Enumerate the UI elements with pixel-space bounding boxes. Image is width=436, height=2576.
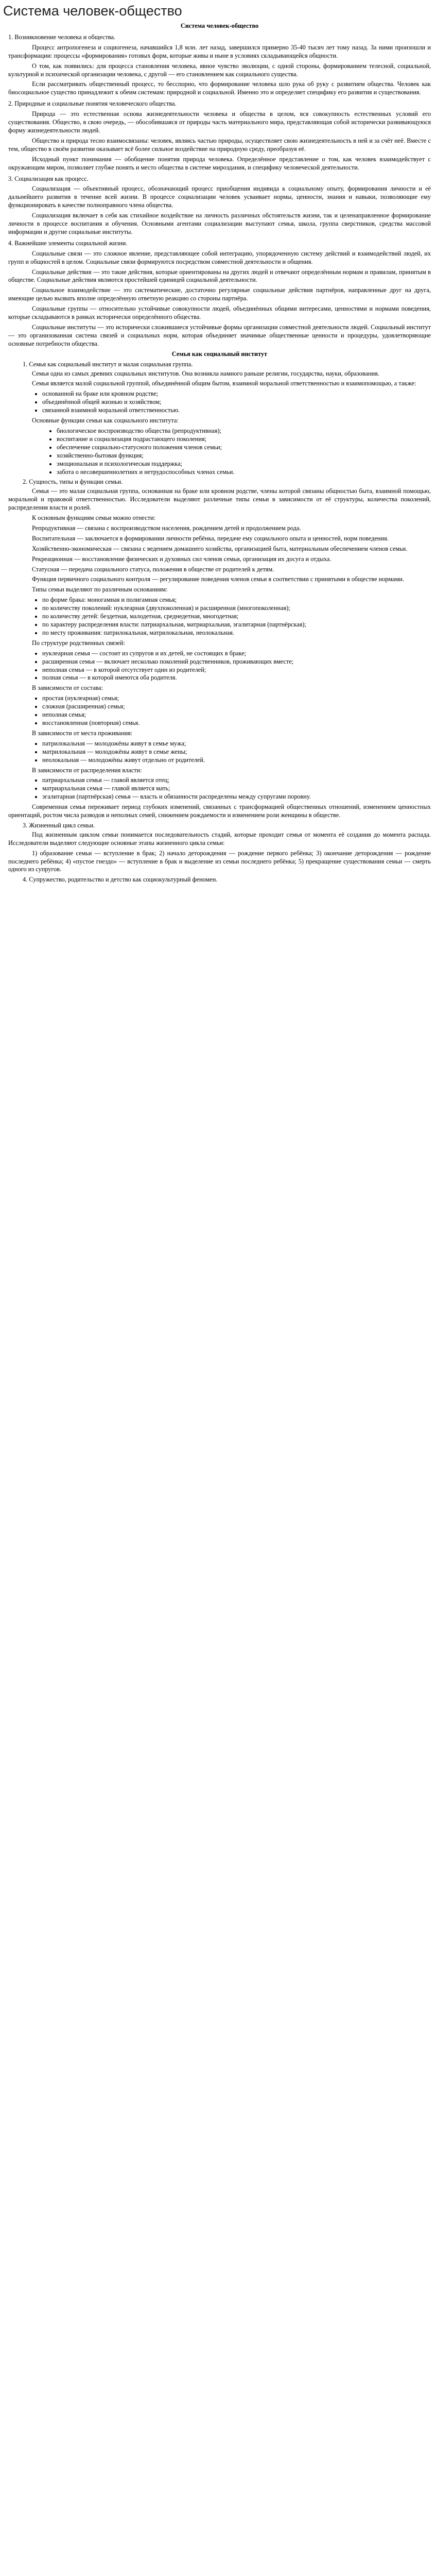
paragraph: Воспитательная — заключается в формировании личности ребёнка, передаче ему социального опыта и ценностей, норм поведения. xyxy=(32,534,389,542)
paragraph: Социальные группы — относительно устойчивые совокупности людей, объединённых общими интересами, ценностями и нормами поведения, которые складываются в рамках исторически определённого общества. xyxy=(8,305,431,321)
paragraph: Современная семья переживает период глубоких изменений, связанных с трансформацией общественных отношений, изменением ценностных ориентаций, ростом числа разводов и неполных семей, снижением рождаемости и изменением роли женщины в обществе. xyxy=(8,803,431,819)
list-item: • патриархальная семья — главой является отец; xyxy=(42,776,431,785)
list-item: • эгалитарная (партнёрская) семья — власть и обязанности распределены между супругами поровну. xyxy=(42,793,431,801)
list-item: • полная семья — в которой имеются оба родителя. xyxy=(42,674,431,682)
list-item: • нуклеарная семья — состоит из супругов и их детей, не состоящих в браке; xyxy=(42,650,431,658)
subsection-heading: 3. Жизненный цикл семьи. xyxy=(23,821,95,829)
document-body xyxy=(8,22,431,884)
paragraph: Процесс антропогенеза и социогенеза, начавшийся 1,8 млн. лет назад, завершился примерно 35-40 тысяч лет тому назад. За ними произошли и трансформации: процессы «формирования» готовых форм, которые живы и ныне в условиях складывающейся общности. xyxy=(8,43,431,59)
bullet-list xyxy=(8,427,431,476)
list-item: • по количеству поколений: нуклеарная (двухпоколенная) и расширенная (многопоколенная); xyxy=(42,604,431,613)
list-item: • неполная семья; xyxy=(42,711,431,719)
list-item: • по форме брака: моногамная и полигамная семья; xyxy=(42,596,431,604)
paragraph: Репродуктивная — связана с воспроизводством населения, рождением детей и продолжением рода. xyxy=(32,524,301,532)
paragraph: Социализация — объективный процесс, обозначающий процесс приобщения индивида к социальному опыту, формирования личности и её дальнейшего развития в течение всей жизни. В процессе социализации человек усваивает нормы, ценности, знания и навыки, позволяющие ему функционировать в качестве полноправного члена общества. xyxy=(8,185,431,209)
list-item: • сложная (расширенная) семья; xyxy=(42,703,431,711)
bullet-list xyxy=(8,694,431,727)
list-item: • по характеру распределения власти: патриархальная, матриархальная, эгалитарная (партнёрская); xyxy=(42,621,431,629)
paragraph: Рекреационная — восстановление физических и духовных сил членов семьи, организация их досуга и отдыха. xyxy=(32,555,332,563)
subsection-heading: 4. Супружество, родительство и детство как социокультурный феномен. xyxy=(23,876,218,884)
page xyxy=(0,3,436,2576)
paragraph: Функция первичного социального контроля — регулирование поведения членов семьи в соответствии с принятыми в обществе нормами. xyxy=(32,575,404,583)
list-item: • обеспечение социально-статусного положения членов семьи; xyxy=(57,444,431,452)
list-item: • матрилокальная — молодожёны живут в семье жены; xyxy=(42,748,431,756)
paragraph: Под жизненным циклом семьи понимается последовательность стадий, которые проходит семья от момента её создания до момента распада. Исследователи выделяют следующие основные этапы жизненного цикла семьи: xyxy=(8,831,431,846)
paragraph: Основные функции семьи как социального института: xyxy=(32,417,179,425)
paragraph: Социальные институты — это исторически сложившиеся устойчивые формы организации совместной деятельности людей. Социальный институт — это организованная система связей и социальных норм, которая объединяет значимые общественные ценности и процедуры, удовлетворяющие основные потребности общества. xyxy=(8,324,431,347)
bullet-list xyxy=(8,740,431,765)
paragraph: Социализация включает в себя как стихийное воздействие на личность различных обстоятельств жизни, так и целенаправленное формирование личности в процессе воспитания и обучения. Основными агентами социализации выступают семья, школа, группа сверстников, средства массовой информации и другие социальные институты. xyxy=(8,212,431,235)
paragraph: Исходный пункт понимания — обобщение понятия природа человека. Определённое представление о том, как человек взаимодействует с окружающим миром, позволяет глубже понять и место общества в системе мироздания, и специфику человеческой деятельности. xyxy=(8,155,431,171)
page-title: Система человек-общество xyxy=(3,3,182,19)
list-item: • хозяйственно-бытовая функция; xyxy=(57,452,431,460)
paragraph: Природа — это естественная основа жизнедеятельности человека и общества в целом, вся совокупность естественных условий его существования. Общество, в свою очередь, — обособившаяся от природы часть материального мира, представляющая собой исторически развивающуюся форму жизнедеятельности людей. xyxy=(8,110,431,134)
subsection-heading: 2. Сущность, типы и функции семьи. xyxy=(23,478,123,486)
list-item: • воспитание и социализация подрастающего поколения; xyxy=(57,435,431,444)
section-heading: 3. Социализация как процесс. xyxy=(8,175,89,182)
bullet-list xyxy=(8,596,431,637)
paragraph: Типы семьи выделяют по различным основаниям: xyxy=(32,586,168,594)
list-item: • восстановленная (повторная) семья. xyxy=(42,719,431,727)
section-title: Семья как социальный институт xyxy=(171,350,268,358)
paragraph: Статусная — передача социального статуса, положения в обществе от родителей к детям. xyxy=(32,565,274,573)
list-item: • по месту проживания: патрилокальная, матрилокальная, неолокальная. xyxy=(42,629,431,637)
paragraph: Семья является малой социальной группой, объединённой общим бытом, взаимной моральной ответственностью и взаимопомощью, а также: xyxy=(32,380,416,387)
list-item: • объединённой общей жизнью и хозяйством; xyxy=(42,398,431,406)
section-heading: 4. Важнейшие элементы социальной жизни. xyxy=(8,239,128,247)
section-heading: 2. Природные и социальные понятия человеческого общества. xyxy=(8,100,177,108)
paragraph: По структуре родственных связей: xyxy=(32,639,126,647)
document-subtitle: Система человек-общество xyxy=(180,22,259,29)
list-item: • простая (нуклеарная) семья; xyxy=(42,694,431,703)
paragraph: Если рассматривать общественный процесс, то бесспорно, что формирование человека шло рука об руку с развитием общества. Человек как биосоциальное существо принадлежит к обеим системам: природной и социальной. Именно это и определяет специфику его развития и существования. xyxy=(8,80,431,96)
paragraph: К основным функциям семьи можно отнести: xyxy=(32,514,156,522)
bullet-list xyxy=(8,650,431,683)
paragraph: Социальное взаимодействие — это систематические, достаточно регулярные социальные действия партнёров, направленные друг на друга, имеющие целью вызвать вполне определённую ответную реакцию со стороны партнёра. xyxy=(8,286,431,302)
list-item: • расширенная семья — включает несколько поколений родственников, проживающих вместе; xyxy=(42,658,431,666)
section-heading: 1. Возникновение человека и общества. xyxy=(8,33,115,41)
bullet-list xyxy=(8,390,431,415)
paragraph: В зависимости от места проживания: xyxy=(32,729,133,737)
paragraph: Социальные связи — это сложное явление, представляющее собой интеграцию, упорядоченную систему действий и взаимодействий людей, их групп и общностей в целом. Социальные связи формируются посредством совместной деятельности и общения. xyxy=(8,249,431,265)
list-item: • основанной на браке или кровном родстве; xyxy=(42,390,431,398)
paragraph: Семья — это малая социальная группа, основанная на браке или кровном родстве, члены которой связаны общностью быта, взаимной помощью, моральной и правовой ответственностью. Исследователи выделяют различные типы семьи в зависимости от её структуры, количества поколений, распределения власти и ролей. xyxy=(8,487,431,512)
list-item: • матриархальная семья — главой является мать; xyxy=(42,785,431,793)
paragraph: 1) образование семьи — вступление в брак; 2) начало деторождения — рождение первого ребёнка; 3) окончание деторождения — рождение последнего ребёнка; 4) «пустое гнездо» — вступление в брак и выделение из семьи последнего ребёнка; 5) прекращение существования семьи — смерть одного из супругов. xyxy=(8,849,431,873)
paragraph: Социальные действия — это такие действия, которые ориентированы на других людей и отвечают определённым нормам и правилам, принятым в обществе. Социальные действия являются простейшей единицей социальной деятельности. xyxy=(8,268,431,284)
bullet-list xyxy=(8,776,431,801)
paragraph: О том, как появились: для процесса становления человека, явное чувство эволюции, с одной стороны, формированием телесной, социальной, культурной и психической организации человека, с другой — его становлением как социального существа. xyxy=(8,62,431,78)
list-item: • связанной взаимной моральной ответственностью. xyxy=(42,406,431,415)
subsection-heading: 1. Семья как социальный институт и малая социальная группа. xyxy=(23,360,193,368)
paragraph: Семья одна из самых древних социальных институтов. Она возникла намного раньше религии, государства, науки, образования. xyxy=(32,369,379,377)
list-item: • по количеству детей: бездетная, малодетная, среднедетная, многодетная; xyxy=(42,613,431,621)
list-item: • эмоциональная и психологическая поддержка; xyxy=(57,460,431,468)
list-item: • биологическое воспроизводство общества (репродуктивная); xyxy=(57,427,431,435)
paragraph: Хозяйственно-экономическая — связана с ведением домашнего хозяйства, организацией быта, материальным обеспечением членов семьи. xyxy=(32,545,408,552)
paragraph: В зависимости от состава: xyxy=(32,684,103,692)
list-item: • неполная семья — в которой отсутствует один из родителей; xyxy=(42,666,431,674)
list-item: • патрилокальная — молодожёны живут в семье мужа; xyxy=(42,740,431,748)
list-item: • забота о несовершеннолетних и нетрудоспособных членах семьи. xyxy=(57,468,431,477)
list-item: • неолокальная — молодожёны живут отдельно от родителей. xyxy=(42,756,431,765)
paragraph: В зависимости от распределения власти: xyxy=(32,766,142,774)
paragraph: Общество и природа тесно взаимосвязаны: человек, являясь частью природы, осуществляет свою жизнедеятельность в ней и за счёт неё. Вместе с тем, общество в своём развитии оказывает всё более сильное воздействие на природную среду, преобразуя её. xyxy=(8,137,431,152)
